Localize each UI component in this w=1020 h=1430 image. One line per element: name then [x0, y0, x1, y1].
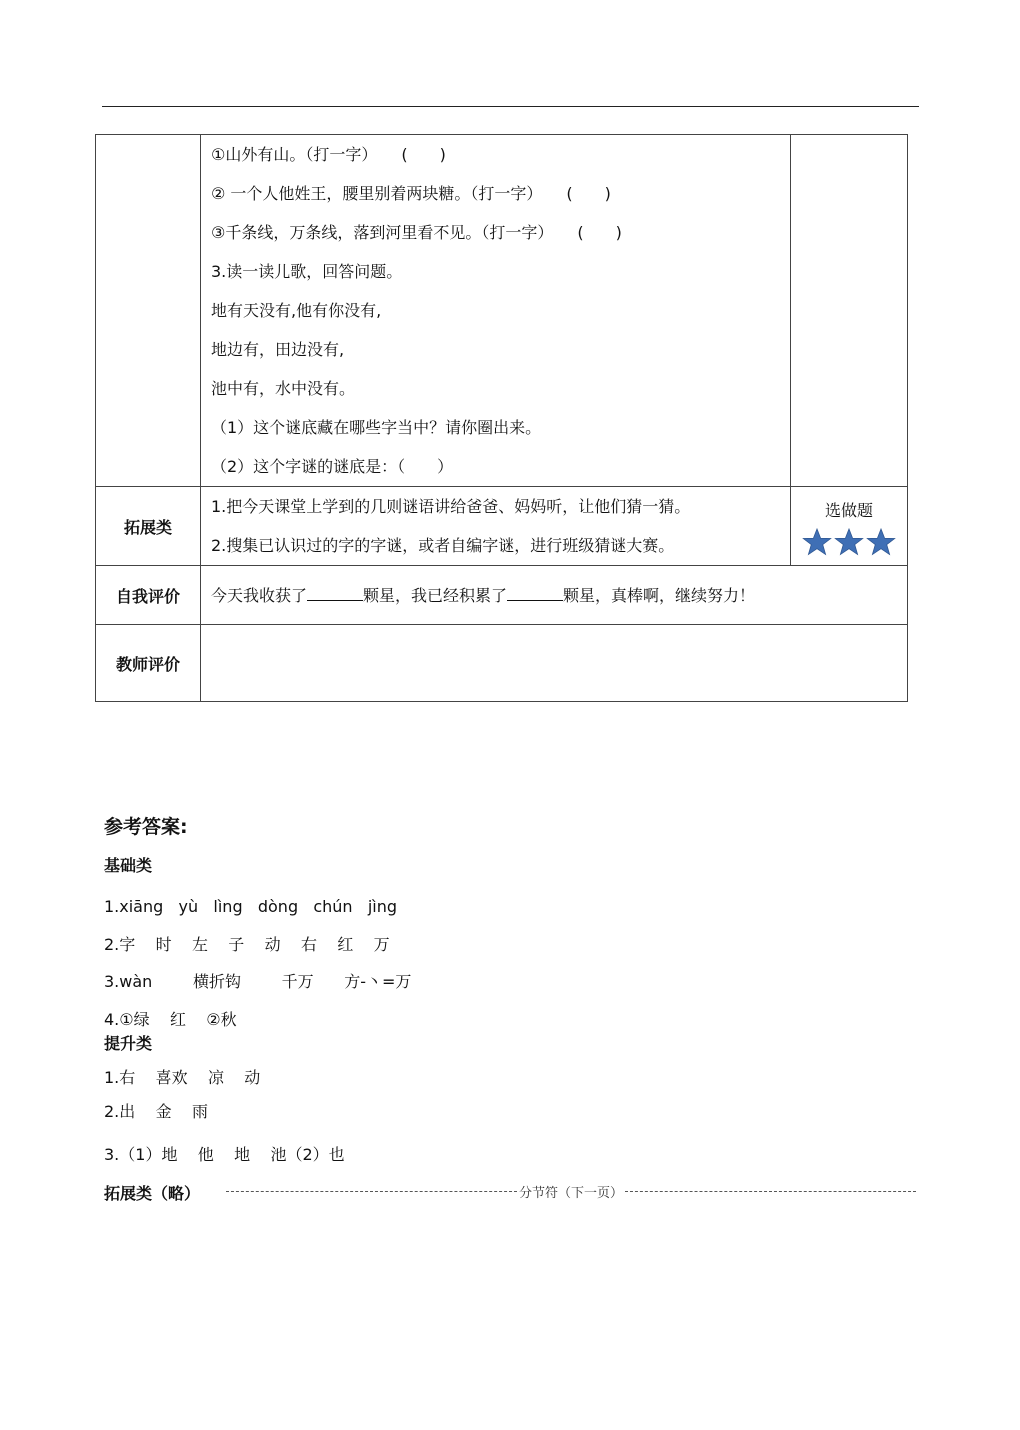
- stars-total-blank: [507, 584, 563, 601]
- extension-row: [96, 487, 908, 566]
- self-eval-sentence: [201, 576, 907, 615]
- basic-answer-4: 4.①绿 红 ②秋: [104, 1010, 237, 1029]
- section-break-label: 分节符（下一页）: [519, 1185, 624, 1201]
- star-icon: [866, 527, 896, 557]
- extension-answer-heading: 拓展类（略）: [104, 1184, 201, 1203]
- advance-answer-2: 2.出 金 雨: [104, 1102, 208, 1121]
- header-rule: [102, 106, 919, 107]
- self-eval-part3: 颗星，真棒啊，继续努力！: [563, 585, 756, 605]
- song-line-3: 池中有，水中没有。: [211, 379, 356, 398]
- riddle-content-cell: [201, 135, 791, 487]
- optional-label: 选做题: [824, 500, 873, 520]
- stars-earned-blank: [307, 584, 363, 601]
- self-eval-part2: 颗星，我已经积累了: [363, 585, 508, 605]
- riddle-line-1: ①山外有山。（打一字） ( ): [211, 145, 446, 164]
- song-line-2: 地边有，田边没有,: [211, 340, 345, 359]
- advance-answer-3: 3.（1）地 他 地 池（2）也: [104, 1145, 345, 1164]
- worksheet-table: [95, 134, 908, 702]
- riddle-line-3: ③千条线，万条线，落到河里看不见。（打一字） ( ): [211, 223, 622, 242]
- song-line-1: 地有天没有,他有你没有,: [211, 301, 382, 320]
- question-line-1: （1）这个谜底藏在哪些字当中？请你圈出来。: [211, 418, 542, 437]
- dashed-line-right: [625, 1191, 916, 1192]
- basic-answer-3: 3.wàn 横折钩 千万 方-丶=万: [104, 972, 412, 991]
- extension-item-2: 2.搜集已认识过的字的字谜，或者自编字谜，进行班级猜谜大赛。: [211, 536, 675, 555]
- riddle-side-cell: [791, 135, 908, 487]
- extension-label: 拓展类: [96, 487, 201, 566]
- section-break: [226, 1182, 916, 1200]
- riddle-line-2: ② 一个人他姓王，腰里别着两块糖。（打一字） ( ): [211, 184, 611, 203]
- riddle-category-cell: [96, 135, 201, 487]
- star-icon: [802, 527, 832, 557]
- extension-item-1: 1.把今天课堂上学到的几则谜语讲给爸爸、妈妈听，让他们猜一猜。: [211, 497, 691, 516]
- dashed-line-left: [226, 1191, 517, 1192]
- basic-heading: 基础类: [104, 856, 153, 875]
- advance-heading: 提升类: [104, 1034, 153, 1053]
- star-rating: [791, 527, 907, 557]
- basic-answer-2: 2.字 时 左 子 动 右 红 万: [104, 935, 390, 954]
- star-icon: [834, 527, 864, 557]
- riddle-row: [96, 135, 908, 487]
- teacher-eval-content: [201, 625, 908, 702]
- extension-content-cell: [201, 487, 791, 566]
- teacher-eval-label: 教师评价: [96, 625, 201, 702]
- self-eval-part1: 今天我收获了: [211, 585, 308, 605]
- extension-side-cell: [791, 487, 908, 566]
- teacher-eval-row: [96, 625, 908, 702]
- self-eval-label: 自我评价: [96, 566, 201, 625]
- basic-answer-1: 1.xiāng yù lìng dòng chún jìng: [104, 897, 398, 916]
- question-line-2: （2）这个字谜的谜底是：（ ）: [211, 457, 454, 476]
- self-eval-content: [201, 566, 908, 625]
- song-instruction: 3.读一读儿歌，回答问题。: [211, 262, 403, 281]
- advance-answer-1: 1.右 喜欢 凉 动: [104, 1068, 261, 1087]
- answers-title: 参考答案:: [104, 816, 188, 838]
- self-eval-row: [96, 566, 908, 625]
